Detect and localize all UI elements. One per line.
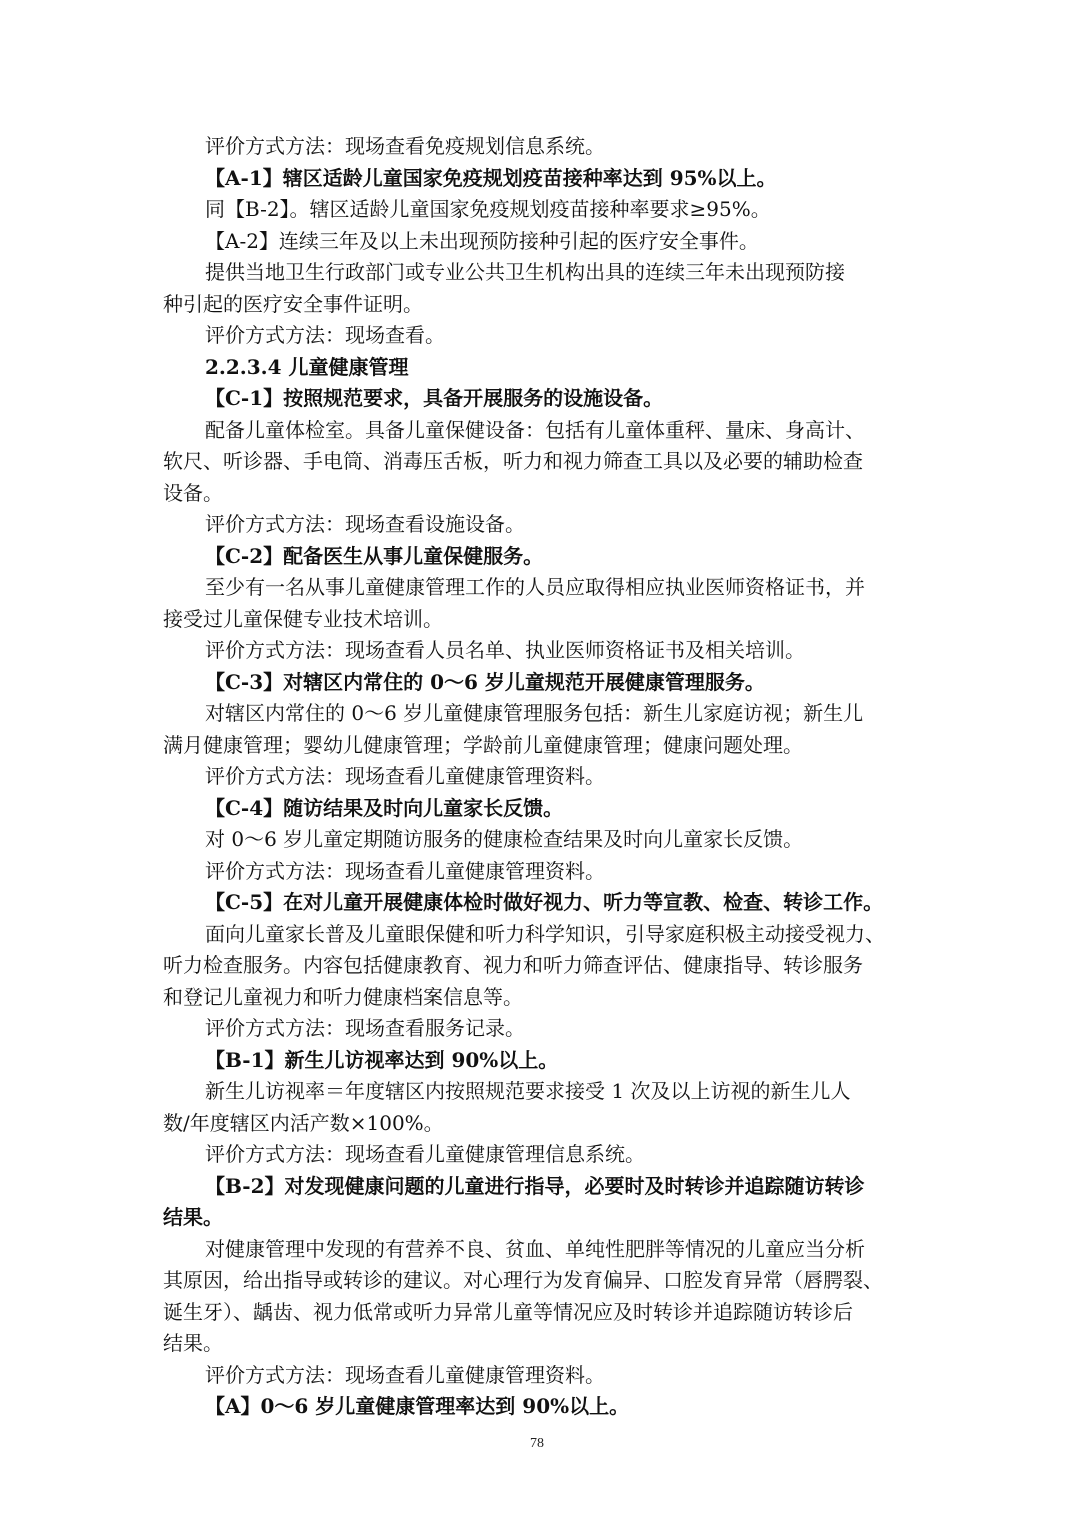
paragraph: 评价方式方法：现场查看人员名单、执业医师资格证书及相关培训。: [205, 638, 805, 662]
criterion-heading: 【A-2】连续三年及以上未出现预防接种引起的医疗安全事件。: [205, 228, 759, 253]
paragraph: 听力检查服务。内容包括健康教育、视力和听力筛查评估、健康指导、转诊服务: [163, 953, 863, 977]
criterion-heading: 【C-4】随访结果及时向儿童家长反馈。: [205, 795, 564, 820]
paragraph: 数/年度辖区内活产数×100%。: [163, 1110, 444, 1135]
paragraph: 评价方式方法：现场查看儿童健康管理资料。: [205, 858, 605, 883]
paragraph: 评价方式方法：现场查看儿童健康管理资料。: [205, 1362, 605, 1387]
paragraph: 软尺、听诊器、手电筒、消毒压舌板，听力和视力筛查工具以及必要的辅助检查: [163, 449, 863, 473]
paragraph: 评价方式方法：现场查看免疫规划信息系统。: [205, 134, 605, 158]
criterion-heading: 【A】0～6 岁儿童健康管理率达到 90%以上。: [205, 1394, 630, 1418]
criterion-heading: 【A-1】辖区适龄儿童国家免疫规划疫苗接种率达到 95%以上。: [205, 165, 777, 190]
paragraph: 配备儿童体检室。具备儿童保健设备：包括有儿童体重秤、量床、身高计、: [205, 417, 865, 442]
paragraph: 设备。: [163, 480, 223, 505]
paragraph: 其原因，给出指导或转诊的建议。对心理行为发育偏异、口腔发育异常（唇腭裂、: [163, 1268, 883, 1292]
criterion-heading: 【B-2】对发现健康问题的儿童进行指导，必要时及时转诊并追踪随访转诊: [205, 1173, 865, 1198]
criterion-heading: 【C-5】在对儿童开展健康体检时做好视力、听力等宣教、检查、转诊工作。: [205, 890, 884, 914]
paragraph: 评价方式方法：现场查看。: [205, 323, 445, 347]
criterion-heading: 【B-1】新生儿访视率达到 90%以上。: [205, 1047, 559, 1072]
paragraph: 同【B-2】。辖区适龄儿童国家免疫规划疫苗接种率要求≥95%。: [205, 197, 771, 221]
paragraph: 满月健康管理；婴幼儿健康管理；学龄前儿童健康管理；健康问题处理。: [163, 732, 803, 757]
paragraph: 结果。: [163, 1331, 223, 1355]
criterion-heading: 【C-3】对辖区内常住的 0～6 岁儿童规范开展健康管理服务。: [205, 669, 765, 694]
paragraph: 对 0～6 岁儿童定期随访服务的健康检查结果及时向儿童家长反馈。: [205, 827, 804, 851]
paragraph: 评价方式方法：现场查看儿童健康管理信息系统。: [205, 1142, 645, 1166]
paragraph: 面向儿童家长普及儿童眼保健和听力科学知识，引导家庭积极主动接受视力、: [205, 921, 885, 946]
paragraph: 新生儿访视率＝年度辖区内按照规范要求接受 1 次及以上访视的新生儿人: [205, 1079, 851, 1103]
paragraph: 和登记儿童视力和听力健康档案信息等。: [163, 984, 523, 1009]
paragraph: 接受过儿童保健专业技术培训。: [163, 606, 443, 631]
paragraph: 评价方式方法：现场查看服务记录。: [205, 1016, 525, 1040]
section-heading: 2.2.3.4 儿童健康管理: [205, 354, 409, 379]
page-number: 78: [530, 1436, 544, 1451]
paragraph: 至少有一名从事儿童健康管理工作的人员应取得相应执业医师资格证书，并: [205, 575, 865, 599]
criterion-heading: 【C-1】按照规范要求，具备开展服务的设施设备。: [205, 386, 664, 410]
criterion-heading: 【C-2】配备医生从事儿童保健服务。: [205, 543, 544, 568]
criterion-heading: 结果。: [163, 1205, 223, 1229]
paragraph: 评价方式方法：现场查看设施设备。: [205, 512, 525, 536]
paragraph: 对健康管理中发现的有营养不良、贫血、单纯性肥胖等情况的儿童应当分析: [205, 1236, 865, 1261]
paragraph: 对辖区内常住的 0～6 岁儿童健康管理服务包括：新生儿家庭访视；新生儿: [205, 701, 864, 725]
paragraph: 提供当地卫生行政部门或专业公共卫生机构出具的连续三年未出现预防接: [205, 260, 845, 284]
paragraph: 评价方式方法：现场查看儿童健康管理资料。: [205, 764, 605, 788]
paragraph: 诞生牙）、龋齿、视力低常或听力异常儿童等情况应及时转诊并追踪随访转诊后: [163, 1299, 853, 1324]
paragraph: 种引起的医疗安全事件证明。: [163, 291, 423, 316]
page-body: [163, 131, 921, 1423]
